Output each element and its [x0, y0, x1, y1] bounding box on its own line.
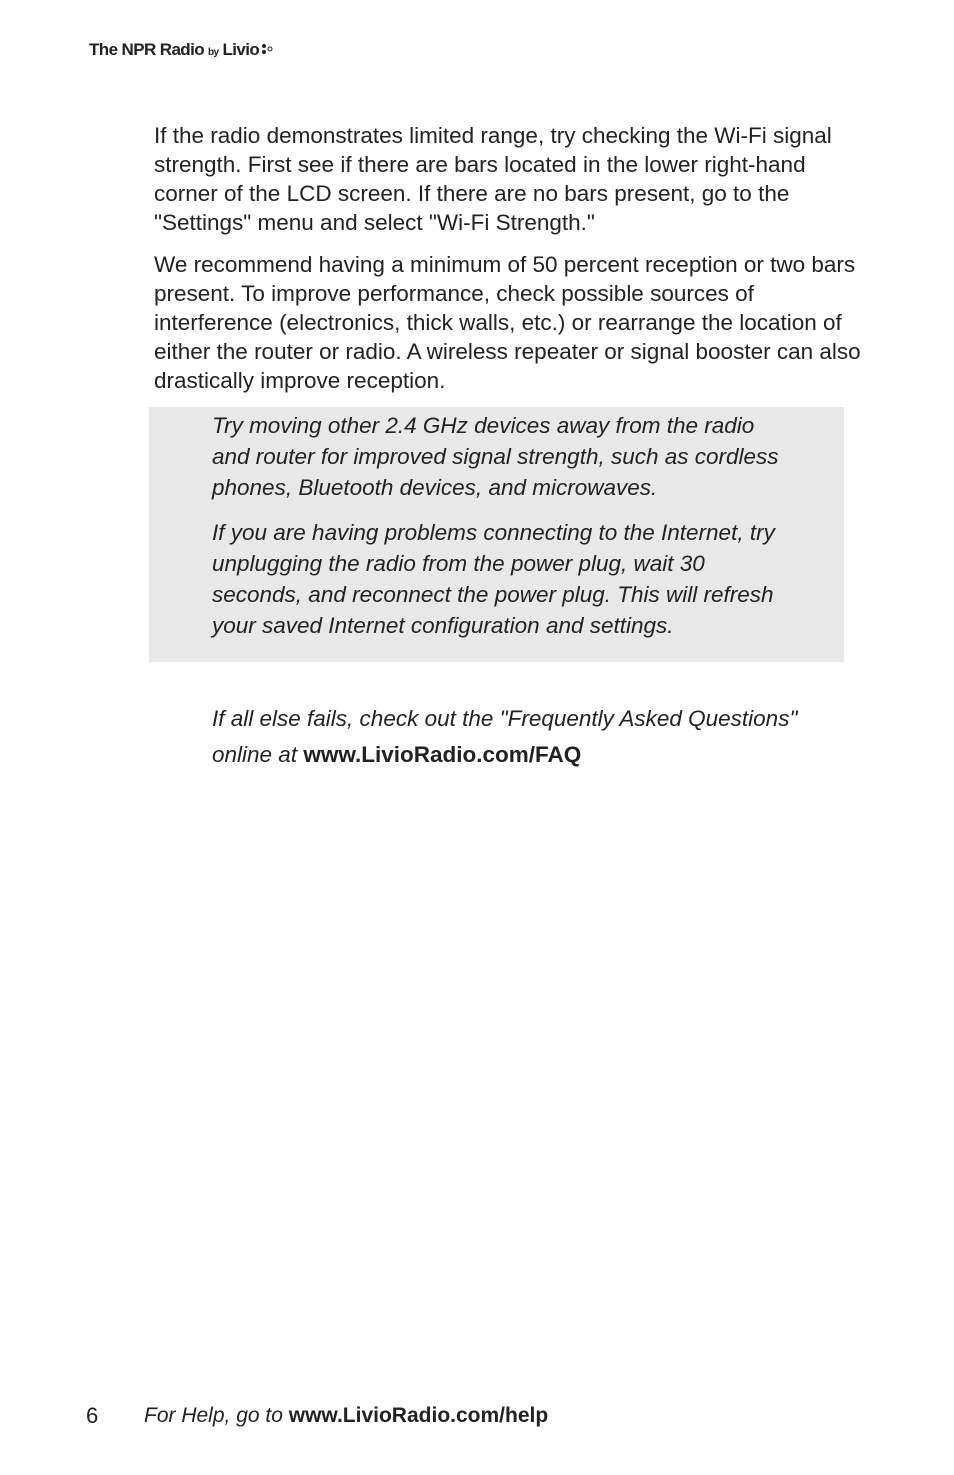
brand-company: Livio	[222, 40, 260, 59]
brand-logo	[89, 40, 273, 60]
tip-interference: Try moving other 2.4 GHz devices away from the radio and router for improved signal strength, such as cordless phones, Bluetooth devices, and microwaves.	[212, 413, 779, 500]
tip-reconnect: If you are having problems connecting to the Internet, try unplugging the radio from the power plug, wait 30 seconds, and reconnect the power plug. This will refresh your saved Internet configuration and settings.	[212, 520, 775, 638]
brand-main: The NPR Radio	[89, 40, 204, 59]
livio-dots-icon	[261, 43, 273, 56]
footer-help-lead: For Help, go to	[144, 1404, 283, 1427]
footer-help	[144, 1404, 548, 1428]
faq-link[interactable]: www.LivioRadio.com/FAQ	[303, 742, 582, 767]
faq-note	[212, 701, 832, 773]
range-paragraph: If the radio demonstrates limited range, try checking the Wi-Fi signal strength. First see if there are bars located in the lower right-hand corner of the LCD screen. If there are no bars present, go to the "Settings" menu and select "Wi-Fi Strength."	[154, 123, 832, 235]
page-number: 6	[86, 1403, 99, 1428]
faq-lead: If all else fails, check out the "Frequently Asked Questions" online at	[212, 706, 798, 767]
footer-help-link[interactable]: www.LivioRadio.com/help	[288, 1404, 549, 1427]
brand-by: by	[208, 47, 219, 58]
reception-paragraph: We recommend having a minimum of 50 percent reception or two bars present. To improve performance, check possible sources of interference (electronics, thick walls, etc.) or rearrange the location of either the router or radio. A wireless repeater or signal booster can also drastically improve reception.	[154, 252, 861, 393]
